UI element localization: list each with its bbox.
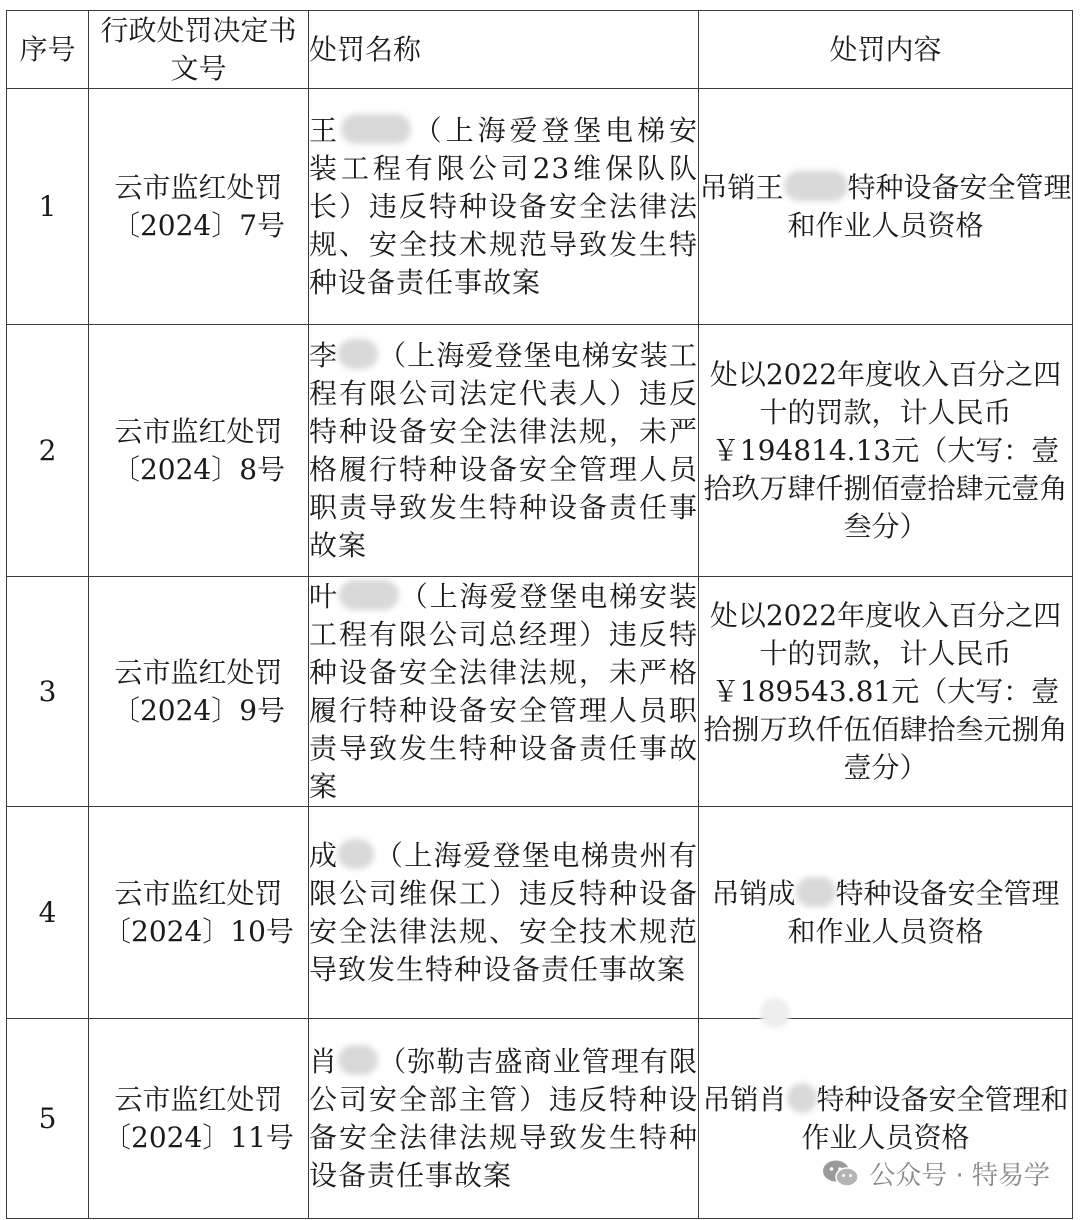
- redaction-blur: [787, 1083, 817, 1113]
- row-no: 4: [7, 807, 89, 1019]
- table-row: [7, 577, 1073, 807]
- decorative-dot: [760, 998, 790, 1028]
- row-doc-number: 云市监红处罚〔2024〕9号: [89, 577, 309, 807]
- table-row: [7, 807, 1073, 1019]
- watermark-text: 公众号 · 特易学: [869, 1161, 1050, 1191]
- content-prefix: 吊销王: [699, 170, 784, 204]
- row-no: 3: [7, 577, 89, 807]
- content-text: 特种设备安全管理和作业人员资格: [801, 1082, 1069, 1154]
- row-penalty-name: [309, 577, 699, 807]
- redaction-blur: [338, 1045, 378, 1075]
- row-penalty-content: [699, 807, 1073, 1019]
- row-penalty-content: [699, 89, 1073, 325]
- redaction-blur: [784, 171, 848, 201]
- table-header-row: [7, 11, 1073, 89]
- name-prefix: 成: [309, 838, 339, 872]
- name-prefix: 肖: [309, 1044, 339, 1078]
- table-row: [7, 89, 1073, 325]
- row-doc-number: 云市监红处罚〔2024〕7号: [89, 89, 309, 325]
- name-prefix: 叶: [309, 579, 339, 613]
- name-text: （弥勒吉盛商业管理有限公司安全部主管）违反特种设备安全法律法规导致发生特种设备责任事故案: [309, 1044, 698, 1192]
- name-text: （上海爱登堡电梯安装工程有限公司总经理）违反特种设备安全法律法规，未严格履行特种设备安全管理人员职责导致发生特种设备责任事故案: [309, 579, 698, 803]
- row-penalty-name: [309, 89, 699, 325]
- header-penalty-content: 处罚内容: [699, 11, 1073, 89]
- redaction-blur: [339, 580, 399, 610]
- header-doc-number: 行政处罚决定书文号: [89, 11, 309, 89]
- content-text: 特种设备安全管理和作业人员资格: [787, 876, 1060, 948]
- redaction-blur: [338, 839, 374, 869]
- header-no: 序号: [7, 11, 89, 89]
- name-text: （上海爱登堡电梯贵州有限公司维保工）违反特种设备安全法律法规、安全技术规范导致发生特种设备责任事故案: [309, 838, 698, 986]
- row-no: 2: [7, 325, 89, 577]
- row-penalty-content: [699, 577, 1073, 807]
- row-doc-number: 云市监红处罚〔2024〕8号: [89, 325, 309, 577]
- content-text: 处以2022年度收入百分之四十的罚款，计人民币￥194814.13元（大写：壹拾玖万肆仟捌佰壹拾肆元壹角叁分）: [703, 357, 1068, 543]
- penalty-table: [6, 10, 1073, 1219]
- content-text: 处以2022年度收入百分之四十的罚款，计人民币￥189543.81元（大写：壹拾捌万玖仟伍佰肆拾叁元捌角壹分）: [703, 598, 1068, 784]
- header-penalty-name: 处罚名称: [309, 11, 699, 89]
- row-no: 5: [7, 1019, 89, 1219]
- name-prefix: 李: [309, 338, 339, 372]
- row-no: 1: [7, 89, 89, 325]
- redaction-blur: [338, 339, 378, 369]
- row-penalty-name: [309, 807, 699, 1019]
- row-doc-number: 云市监红处罚〔2024〕10号: [89, 807, 309, 1019]
- row-penalty-name: [309, 1019, 699, 1219]
- table-row: [7, 325, 1073, 577]
- name-text: （上海爱登堡电梯安装工程有限公司法定代表人）违反特种设备安全法律法规，未严格履行特种设备安全管理人员职责导致发生特种设备责任事故案: [309, 338, 698, 562]
- name-text: （上海爱登堡电梯安装工程有限公司23维保队队长）违反特种设备安全法律法规、安全技术规范导致发生特种设备责任事故案: [309, 113, 698, 299]
- redaction-blur: [796, 877, 836, 907]
- name-prefix: 王: [309, 113, 341, 147]
- row-penalty-content: [699, 325, 1073, 577]
- content-prefix: 吊销肖: [702, 1082, 787, 1116]
- redaction-blur: [341, 114, 411, 144]
- content-prefix: 吊销成: [711, 876, 796, 910]
- row-penalty-name: [309, 325, 699, 577]
- wechat-icon: [821, 1158, 861, 1190]
- watermark: [821, 1155, 1050, 1192]
- content-text: 特种设备安全管理和作业人员资格: [787, 170, 1072, 242]
- row-doc-number: 云市监红处罚〔2024〕11号: [89, 1019, 309, 1219]
